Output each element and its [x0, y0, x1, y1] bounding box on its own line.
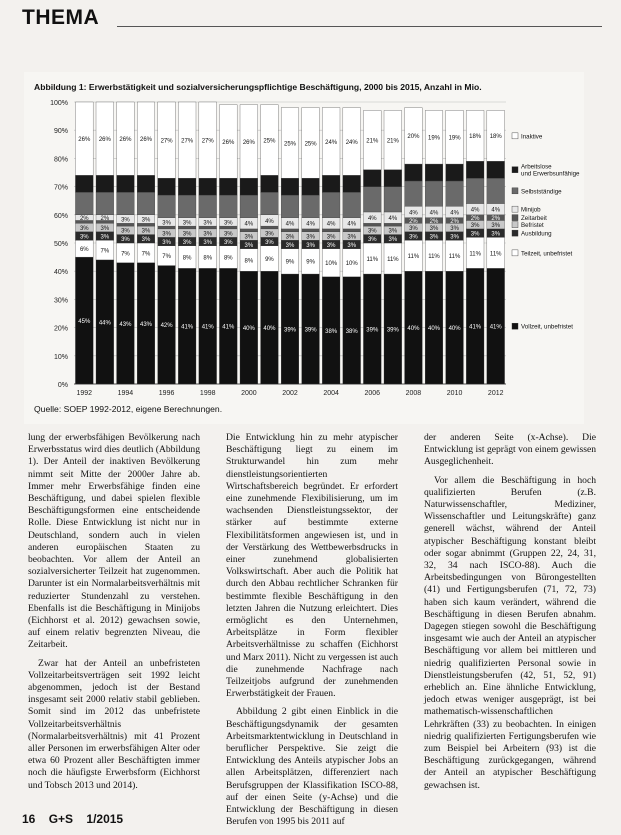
data-label: 4%: [265, 218, 274, 225]
data-label: 2%: [450, 218, 459, 225]
legend-label: und Erwerbsunfähige: [521, 170, 580, 178]
data-label: 7%: [141, 251, 151, 258]
paragraph: Die Entwicklung hin zu mehr atypischer Beschäftigung liegt zu einem im Strukturwandel hin zum mehr dienstleistungsorientierten Wirtschaftsbereich begründet. Er erfordert eine zunehmende Flexibilisierung, um im wachsenden Dienstleistungssektor, der stärker auf bestimmte externe Flexibilitätsformen angewiesen ist, und in der Verstärkung des Wettbewerbsdrucks in einer zunehmend globalisierten Volkswirtschaft. Aber auch die Politik hat durch den Abbau rechtlicher Schranken für bestimmte flexible Beschäftigung in den letzten Jahren die Nutzung erleichtert. Dies ermöglicht es den Unternehmen, Arbeitsplätze in Form flexibler Arbeitsverhältnisse zu schaffen (Eichhorst und Marx 2011). Nicht zu vergessen ist auch die zunehmende Nachfrage nach Teilzeitjobs aufgrund der zunehmenden Erwerbstätigkeit der Frauen.: [226, 432, 398, 700]
text-column-3: [424, 432, 596, 792]
data-label: 9%: [306, 259, 315, 266]
data-label: 3%: [162, 239, 171, 246]
data-label: 41%: [469, 324, 482, 331]
data-label: 9%: [265, 256, 274, 263]
bar-segment: [199, 178, 217, 195]
legend-label: Ausbildung: [521, 230, 552, 238]
x-tick-label: 2000: [241, 390, 257, 397]
data-label: 4%: [306, 221, 315, 228]
paragraph: der anderen Seite (x-Achse). Die Entwicklung ist geprägt von einem gewissen Ausgeglichenheit.: [424, 432, 596, 468]
page-number: 16: [22, 812, 36, 826]
data-label: 3%: [470, 223, 480, 230]
bar-segment: [425, 181, 443, 206]
data-label: 3%: [100, 234, 110, 241]
issue-number: 1/2015: [86, 812, 124, 826]
data-label: 3%: [347, 234, 357, 241]
data-label: 2%: [409, 218, 418, 225]
bar-segment: [281, 178, 299, 195]
data-label: 26%: [242, 139, 255, 146]
data-label: 39%: [283, 327, 297, 334]
bar-segment: [178, 178, 196, 195]
legend-swatch: [512, 250, 518, 256]
page-footer: [22, 812, 133, 826]
data-label: 3%: [182, 239, 192, 246]
y-tick-label: 30%: [53, 297, 68, 305]
bar-segment: [199, 226, 217, 229]
paragraph: lung der erwerbsfähigen Bevölkerung nach Erwerbsstatus wird dies deutlich (Abbildung 1). Der Anteil der inaktiven Bevölkerung nimmt seit Mitte der 2000er Jahre ab. Immer mehr Erwerbsfähige finden eine Beschäftigung, und dabei spielen flexible Beschäftigungsformen eine entscheidende Rolle. Diese Entwicklung ist nicht nur in Deutschland, sondern auch in vielen anderen europäischen Staaten zu beobachten. Vor allem der Anteil an sozialversicherter Teilzeit hat zugenommen. Darunter ist ein Normalarbeitsverhältnis mit reduzierter Stundenzahl zu verstehen. Ebenfalls ist die Beschäftigung in Minijobs (Eichhorst et al. 2012) gewachsen sowie, auf einem relativ begrenzten Niveau, die Zeitarbeit.: [28, 432, 200, 651]
data-label: 4%: [470, 207, 480, 214]
bar-segment: [425, 164, 443, 181]
bar-segment: [446, 164, 464, 181]
x-tick-label: 2010: [446, 390, 463, 397]
data-label: 26%: [222, 139, 235, 146]
data-label: 7%: [121, 251, 130, 258]
bar-segment: [466, 178, 484, 203]
data-label: 26%: [139, 137, 153, 144]
legend-swatch: [512, 133, 518, 139]
bar-segment: [137, 223, 155, 226]
data-label: 10%: [325, 261, 338, 268]
data-label: 3%: [121, 237, 130, 244]
data-label: 11%: [469, 251, 481, 258]
data-label: 2%: [491, 216, 501, 223]
data-label: 24%: [325, 139, 338, 146]
data-label: 25%: [304, 141, 317, 148]
bar-segment: [261, 192, 279, 215]
data-label: 3%: [306, 234, 315, 241]
data-label: 8%: [182, 255, 192, 262]
bar-segment: [199, 195, 217, 218]
data-label: 18%: [469, 134, 482, 141]
y-tick-label: 100%: [50, 100, 68, 107]
data-label: 42%: [160, 323, 173, 330]
data-label: 43%: [119, 321, 132, 328]
x-tick-label: 1996: [158, 390, 175, 397]
data-label: 3%: [244, 242, 254, 249]
data-label: 8%: [244, 258, 254, 265]
data-label: 3%: [182, 220, 192, 227]
bar-segment: [178, 195, 196, 218]
data-label: 3%: [285, 242, 295, 249]
data-label: 40%: [427, 326, 441, 332]
data-label: 4%: [450, 210, 459, 217]
bar-segment: [302, 229, 320, 232]
bar-segment: [487, 161, 505, 178]
data-label: 40%: [448, 326, 461, 332]
bar-segment: [322, 192, 340, 217]
legend-label: Inaktive: [521, 133, 543, 141]
data-label: 44%: [98, 320, 111, 327]
section-title: THEMA: [22, 6, 100, 29]
bar-segment: [240, 178, 258, 195]
data-label: 3%: [285, 234, 295, 241]
data-label: 26%: [98, 137, 111, 144]
bar-segment: [487, 178, 505, 203]
data-label: 3%: [409, 234, 418, 241]
data-label: 4%: [409, 210, 418, 217]
data-label: 39%: [386, 327, 399, 334]
data-label: 27%: [181, 138, 194, 145]
bar-segment: [158, 178, 176, 195]
data-label: 39%: [304, 327, 317, 334]
data-label: 2%: [100, 216, 110, 223]
data-label: 25%: [263, 138, 276, 145]
data-label: 6%: [79, 247, 89, 254]
bar-segment: [96, 175, 114, 192]
data-label: 3%: [429, 225, 439, 232]
legend-label: Befristet: [521, 222, 544, 230]
data-label: 7%: [100, 248, 110, 255]
legend-label: Zeitarbeit: [521, 215, 547, 223]
bar-segment: [405, 164, 423, 181]
bar-segment: [281, 195, 299, 218]
bar-segment: [363, 170, 381, 187]
bar-segment: [261, 175, 279, 192]
data-label: 3%: [326, 234, 336, 241]
bar-segment: [219, 195, 237, 218]
data-label: 4%: [285, 221, 295, 228]
data-label: 8%: [203, 255, 213, 262]
data-label: 3%: [223, 231, 233, 238]
data-label: 3%: [162, 220, 171, 227]
data-label: 8%: [223, 255, 233, 262]
data-label: 3%: [367, 228, 377, 235]
data-label: 11%: [448, 254, 461, 261]
y-tick-label: 70%: [53, 184, 68, 192]
data-label: 27%: [160, 138, 173, 145]
paragraph: Abbildung 2 gibt einen Einblick in die Beschäftigungsdynamik der gesamten Arbeitsmarktentwicklung in Deutschland in beruflicher Perspektive. Sie zeigt die Entwicklung des Anteils atypischer Jobs an allen Arbeitsplätzen, differenziert nach Berufsgruppen der Klassifikation ISCO-88, auf der einen Seite (y-Achse) und die Entwicklung der Beschäftigung in diesen Berufen von 1995 bis 2011 auf: [226, 706, 398, 828]
data-label: 3%: [121, 228, 130, 235]
figure-1: [24, 72, 584, 424]
legend-swatch: [512, 188, 518, 194]
data-label: 11%: [387, 256, 399, 263]
data-label: 3%: [491, 231, 501, 238]
data-label: 3%: [470, 231, 480, 238]
data-label: 27%: [201, 138, 214, 145]
bar-segment: [219, 226, 237, 229]
data-label: 19%: [448, 135, 461, 142]
paragraph: Zwar hat der Anteil an unbefristeten Vollzeitarbeitsverträgen seit 1992 leicht abgenommen, jedoch ist der Bestand insgesamt seit 2000 relativ stabil geblieben. Somit sind im 2012 das unbefristete Vollzeitarbeitsverhältnis (Normalarbeitsverhältnis) mit 41 Prozent aller Personen im erwerbsfähigen Alter oder etwa 60 Prozent aller Beschäftigten immer noch die häufigste Erwerbsform (Eichhorst und Tobsch 2013 und 2014).: [28, 657, 200, 791]
legend-swatch: [512, 323, 518, 329]
data-label: 3%: [326, 242, 336, 249]
data-label: 4%: [429, 210, 439, 217]
bar-segment: [322, 175, 340, 192]
text-column-1: [28, 432, 200, 792]
data-label: 41%: [201, 324, 214, 331]
data-label: 20%: [407, 134, 420, 141]
bar-segment: [117, 192, 135, 215]
legend-label: Minijob: [521, 206, 541, 214]
y-tick-label: 50%: [53, 241, 68, 248]
legend-label: Selbstständige: [521, 188, 562, 196]
data-label: 3%: [121, 217, 130, 224]
bar-segment: [384, 187, 402, 212]
y-tick-label: 60%: [53, 212, 68, 220]
data-label: 40%: [263, 326, 276, 332]
data-label: 2%: [429, 218, 439, 225]
legend-swatch: [512, 215, 518, 221]
legend-swatch: [512, 206, 518, 212]
bar-segment: [405, 181, 423, 206]
legend-swatch: [512, 222, 518, 228]
x-tick-label: 1992: [76, 390, 93, 397]
data-label: 4%: [367, 216, 377, 223]
bar-segment: [363, 187, 381, 212]
data-label: 38%: [345, 328, 358, 335]
bar-segment: [240, 195, 258, 218]
data-label: 3%: [429, 234, 439, 241]
x-tick-label: 1994: [117, 390, 134, 397]
data-label: 3%: [162, 231, 171, 238]
data-label: 26%: [78, 137, 91, 144]
bar-segment: [343, 229, 361, 232]
data-label: 3%: [203, 231, 213, 238]
bar-segment: [240, 229, 258, 232]
data-label: 7%: [162, 254, 171, 261]
legend-label: Vollzeit, unbefristet: [521, 323, 573, 331]
x-tick-label: 2004: [323, 390, 339, 397]
data-label: 3%: [306, 242, 315, 249]
data-label: 3%: [223, 220, 233, 227]
y-tick-label: 80%: [53, 156, 68, 164]
data-label: 39%: [366, 327, 379, 334]
bar-segment: [363, 223, 381, 226]
data-label: 3%: [450, 225, 459, 232]
y-tick-label: 20%: [53, 325, 68, 333]
data-label: 3%: [223, 239, 233, 246]
bar-segment: [96, 192, 114, 215]
data-label: 3%: [491, 223, 501, 230]
bar-segment: [117, 175, 135, 192]
x-tick-label: 2012: [487, 390, 504, 397]
data-label: 3%: [203, 239, 213, 246]
data-label: 3%: [79, 225, 89, 232]
bar-segment: [384, 170, 402, 187]
data-label: 41%: [222, 324, 235, 331]
bar-segment: [466, 161, 484, 178]
data-label: 3%: [79, 234, 89, 241]
bar-segment: [219, 178, 237, 195]
y-tick-label: 0%: [57, 382, 68, 389]
text-column-2: [226, 432, 398, 829]
y-tick-label: 90%: [53, 128, 68, 136]
data-label: 4%: [244, 221, 254, 228]
bar-segment: [343, 192, 361, 217]
data-label: 26%: [119, 137, 132, 144]
x-tick-label: 2002: [282, 390, 298, 397]
data-label: 3%: [265, 231, 274, 238]
data-label: 25%: [283, 141, 297, 148]
journal-name: G+S: [48, 812, 74, 826]
data-label: 3%: [244, 234, 254, 241]
data-label: 11%: [407, 254, 420, 261]
bar-segment: [302, 195, 320, 218]
data-label: 40%: [242, 326, 255, 332]
data-label: 21%: [386, 138, 399, 145]
data-label: 43%: [139, 321, 153, 328]
bar-segment: [158, 226, 176, 229]
legend-swatch: [512, 230, 518, 236]
data-label: 3%: [141, 228, 151, 235]
data-label: 2%: [470, 216, 480, 223]
data-label: 3%: [141, 217, 151, 224]
bar-segment: [302, 178, 320, 195]
data-label: 41%: [181, 324, 194, 331]
bar-segment: [137, 192, 155, 215]
bar-segment: [75, 192, 93, 215]
bar-segment: [261, 226, 279, 229]
data-label: 3%: [450, 234, 459, 241]
x-tick-label: 2008: [405, 390, 422, 397]
bar-segment: [446, 181, 464, 206]
data-label: 3%: [409, 225, 418, 232]
data-label: 24%: [345, 139, 358, 146]
header-rule: [117, 26, 602, 27]
data-label: 19%: [427, 135, 441, 142]
legend-label: Teilzeit, unbefristet: [521, 250, 573, 258]
data-label: 3%: [347, 242, 357, 249]
data-label: 3%: [100, 225, 110, 232]
bar-segment: [178, 226, 196, 229]
bar-segment: [75, 175, 93, 192]
data-label: 40%: [407, 326, 420, 332]
bar-segment: [281, 229, 299, 232]
section-header: [22, 6, 602, 34]
data-label: 21%: [366, 138, 379, 145]
data-label: 3%: [203, 220, 213, 227]
data-label: 11%: [366, 256, 379, 263]
data-label: 41%: [489, 324, 502, 331]
bar-segment: [322, 229, 340, 232]
stacked-bar-chart: [24, 72, 584, 424]
figure-caption: Abbildung 1: Erwerbstätigkeit und sozialversicherungspflichtige Beschäftigung, 2000 bis 2015, Anzahl in Mio.: [34, 82, 482, 92]
data-label: 11%: [489, 251, 502, 258]
data-label: 3%: [141, 237, 151, 244]
x-tick-label: 1998: [199, 390, 216, 397]
data-label: 38%: [325, 328, 338, 335]
bar-segment: [137, 175, 155, 192]
data-label: 3%: [388, 237, 398, 244]
bar-segment: [343, 175, 361, 192]
data-label: 9%: [285, 259, 295, 266]
bar-segment: [384, 223, 402, 226]
data-label: 3%: [367, 237, 377, 244]
y-tick-label: 40%: [53, 269, 68, 277]
data-label: 4%: [491, 207, 501, 214]
bar-segment: [158, 195, 176, 218]
data-label: 3%: [388, 228, 398, 235]
data-label: 4%: [388, 216, 398, 223]
legend-label: Arbeitslose: [521, 163, 552, 171]
figure-source: Quelle: SOEP 1992-2012, eigene Berechnungen.: [34, 404, 223, 414]
data-label: 10%: [345, 261, 358, 268]
data-label: 3%: [265, 239, 274, 246]
legend-swatch: [512, 167, 518, 173]
data-label: 3%: [182, 231, 192, 238]
data-label: 2%: [79, 216, 89, 223]
data-label: 11%: [428, 254, 440, 261]
data-label: 18%: [489, 134, 502, 141]
data-label: 45%: [78, 318, 91, 325]
data-label: 4%: [347, 221, 357, 228]
data-label: 4%: [326, 221, 336, 228]
x-tick-label: 2006: [364, 390, 381, 397]
bar-segment: [117, 223, 135, 226]
paragraph: Vor allem die Beschäftigung in hoch qualifizierten Berufen (z.B. Naturwissenschaftler, Mediziner, Wissenschaftler und Leitungskräfte) ganz generell wächst, während der Anteil atypischer Beschäftigung konstant bleibt oder sogar abnimmt (Gruppen 22, 24, 31, 32, 34 nach ISCO-88). Auch die Arbeitsbedingungen von Bürongestellten (41) und Fertigungsberufen (71, 72, 73) haben sich kaum verändert, während die Beschäftigung in diesen Berufen abnahm. Dagegen stiegen sowohl die Beschäftigung insgesamt wie auch der Anteil an atypischer Beschäftigung vor allem bei mittleren und niedrig qualifizierten Personal sowie in Dienstleistungsberufen (42, 51, 52, 91) erheblich an. Eine ähnliche Entwicklung, jedoch etwas weniger ausgeprägt, ist bei mathematisch-wissenschaftlichen Lehrkräften (33) zu beobachten. In einigen niedrig qualifizierten Fertigungsberufen wie zum Beispiel bei Arbeitern (93) ist die Beschäftigung zurückgegangen, während der Anteil an atypischer Beschäftigung gewachsen ist.: [424, 474, 596, 791]
y-tick-label: 10%: [53, 353, 68, 361]
